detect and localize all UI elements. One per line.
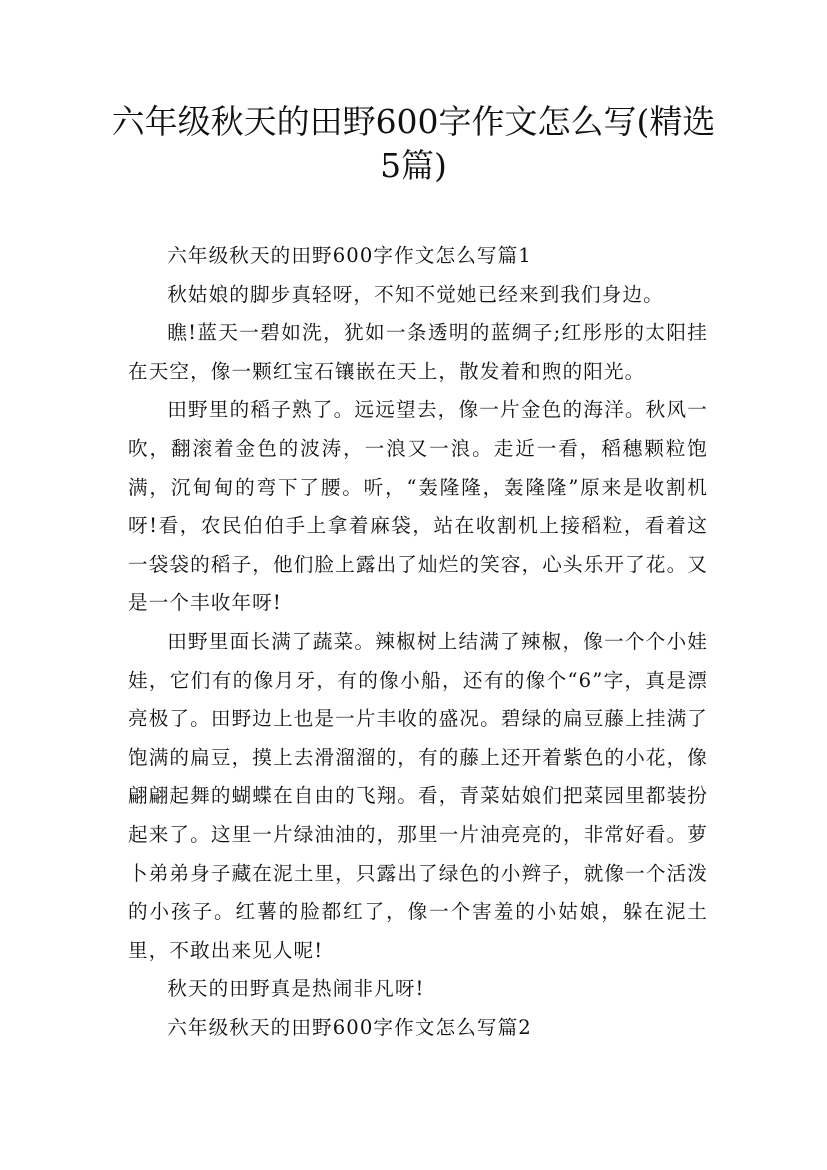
paragraph: 秋天的田野真是热闹非凡呀!: [167, 977, 425, 1001]
document-title: 六年级秋天的田野600字作文怎么写(精选5篇): [111, 102, 716, 185]
paragraph: 瞧!蓝天一碧如洗，犹如一条透明的蓝绸子;红彤彤的太阳挂在天空，像一颗红宝石镶嵌在天上，散发着和煦的阳光。: [128, 321, 708, 383]
paragraph: 秋姑娘的脚步真轻呀，不知不觉她已经来到我们身边。: [167, 282, 664, 306]
paragraph: 田野里面长满了蔬菜。辣椒树上结满了辣椒，像一个个小娃娃，它们有的像月牙，有的像小船，还有的像个“6”字，真是漂亮极了。田野边上也是一片丰收的盛况。碧绿的扁豆藤上挂满了饱满的扁豆，摸上去滑溜溜的，有的藤上还开着紫色的小花，像翩翩起舞的蝴蝶在自由的飞翔。看，青菜姑娘们把菜园里都装扮起来了。这里一片绿油油的，那里一片油亮亮的，非常好看。萝卜弟弟身子藏在泥土里，只露出了绿色的小辫子，就像一个活泼的小孩子。红薯的脸都红了，像一个害羞的小姑娘，躲在泥土里，不敢出来见人呢!: [128, 629, 708, 962]
section-heading: 六年级秋天的田野600字作文怎么写篇2: [167, 1015, 532, 1039]
document-body: [128, 237, 708, 1047]
paragraph: 田野里的稻子熟了。远远望去，像一片金色的海洋。秋风一吹，翻滚着金色的波涛，一浪又一浪。走近一看，稻穗颗粒饱满，沉甸甸的弯下了腰。听，“轰隆隆，轰隆隆”原来是收割机呀!看，农民伯伯手上拿着麻袋，站在收割机上接稻粒，看着这一袋袋的稻子，他们脸上露出了灿烂的笑容，心头乐开了花。又是一个丰收年呀!: [128, 398, 708, 615]
section-heading: 六年级秋天的田野600字作文怎么写篇1: [167, 244, 532, 267]
